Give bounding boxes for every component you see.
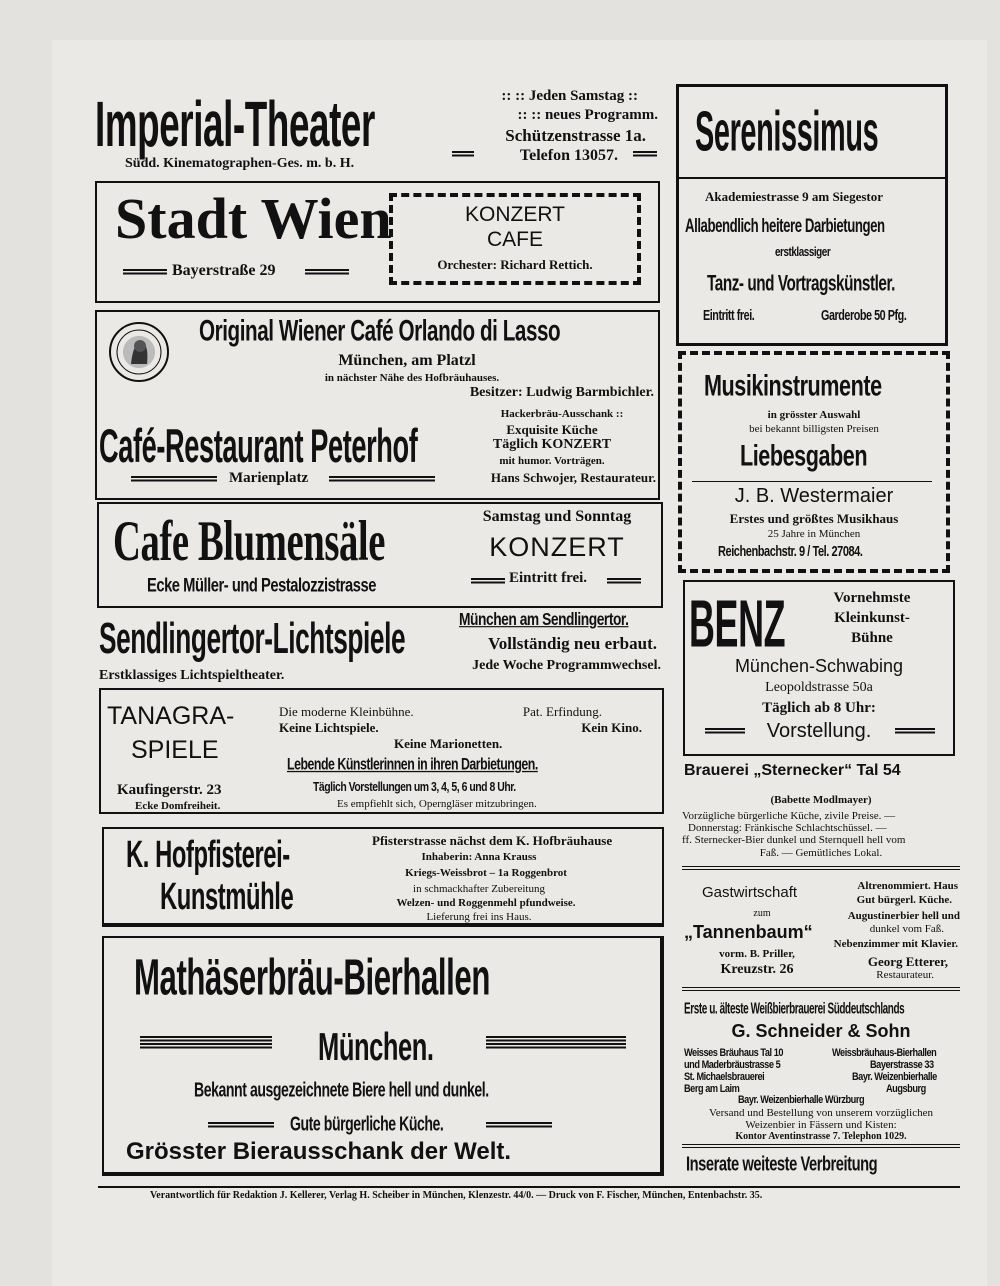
schneider-top: Erste u. älteste Weißbierbrauerei Süddeutschlands [684,999,905,1018]
imperial-line-3: Schützenstrasse 1a. [505,126,646,145]
serenissimus-line-3: erstklassiger [775,245,831,260]
serenissimus-line-5a: Eintritt frei. [703,307,755,324]
hofpfisterei-line-2: Inhaberin: Anna Krauss [421,851,537,863]
benz-title: BENZ [689,585,786,661]
blumensaele-address: Ecke Müller- und Pestalozzistrasse [147,576,376,597]
musik-line-7: Reichenbachstr. 9 / Tel. 27084. [718,542,863,560]
tanagra-line-2: Keine Lichtspiele. [279,720,379,735]
musik-line-2: bei bekannt billigsten Preisen [749,423,879,435]
serenissimus-line-1: Akademiestrasse 9 am Siegestor [705,189,883,204]
benz-right-1: Vornehmste [833,590,911,606]
imperial-bars-right [633,151,657,158]
tannenbaum-r3: Augustinerbier hell und [847,910,960,922]
imperial-title: Imperial-Theater [95,87,375,161]
benz-line-3: Täglich ab 8 Uhr: [762,700,876,716]
peterhof-line-2: Exquisite Küche [506,422,598,437]
benz-line-2: Leopoldstrasse 50a [765,680,873,695]
ad-tannenbaum [682,866,960,981]
ad-inserate [682,1144,960,1176]
benz-line-4: Vorstellung. [766,720,872,742]
sternecker-line-2: Donnerstag: Fränkische Schlachtschüssel. — [688,822,887,834]
schneider-c1: Bayr. Weizenbierhalle Würzburg [738,1094,865,1107]
blumensaele-line-2: KONZERT [489,532,625,562]
hofpfisterei-line-1: Pfisterstrasse nächst dem K. Hofbräuhause [372,833,613,848]
benz-right-2: Kleinkunst- [834,610,910,626]
ad-benz [683,580,955,756]
benz-line-1: München-Schwabing [734,656,904,676]
mathaeser-line-2: Gute bürgerliche Küche. [290,1114,444,1136]
sendlinger-line-1: München am Sendlingertor. [459,610,629,630]
orlando-line-1: München, am Platzl [338,352,476,369]
footer-rule [98,1186,960,1188]
hofpfisterei-line-4: in schmackhafter Zubereitung [413,883,545,895]
serenissimus-line-2: Allabendlich heitere Darbietungen [685,215,885,238]
ad-serenissimus [676,84,948,346]
schneider-a4: Berg am Laim [684,1083,740,1096]
schneider-b1: Weissbräuhaus-Bierhallen [832,1047,937,1060]
mathaeser-bars-left [140,1036,272,1050]
hofpfisterei-line-5: Welzen- und Roggenmehl pfundweise. [396,897,576,909]
serenissimus-line-5b: Garderobe 50 Pfg. [821,307,907,324]
inserate-text: Inserate weiteste Verbreitung [686,1154,878,1176]
ad-musikinstrumente [678,351,950,573]
blumensaele-line-1: Samstag und Sonntag [482,508,632,525]
hofpfisterei-line-6: Lieferung frei ins Haus. [426,911,532,923]
schneider-a3: St. Michaelsbrauerei [684,1071,765,1084]
ad-orlando-di-lasso [95,310,660,404]
musik-line-3: Liebesgaben [740,439,868,473]
ad-peterhof [95,404,660,500]
sternecker-line-3: ff. Sternecker-Bier dunkel und Sternquell hell vom [682,834,906,846]
sendlinger-line-3: Jede Woche Programmwechsel. [472,658,661,673]
tannenbaum-r6: Georg Etterer, [867,954,948,969]
imperial-sub: Südd. Kinematographen-Ges. m. b. H. [125,156,355,171]
tanagra-line-3: Keine Marionetten. [394,736,503,751]
serenissimus-rule [679,177,945,179]
ad-schneider [682,987,960,1142]
ad-imperial-theater [95,86,660,178]
schneider-b3: Bayr. Weizenbierhalle [852,1071,937,1084]
imperial-line-4: Telefon 13057. [519,147,618,164]
peterhof-line-3: Täglich KONZERT [492,437,612,452]
schneider-a2: und Maderbräustrasse 5 [684,1059,781,1072]
tannenbaum-h4: vorm. B. Priller, [719,948,795,960]
schneider-name: G. Schneider & Sohn [731,1021,911,1041]
mathaeser-line-3: Grösster Bierausschank der Welt. [126,1138,512,1165]
musik-line-1: in grösster Auswahl [767,409,861,421]
ad-stadt-wien [95,181,660,303]
tannenbaum-r5: Nebenzimmer mit Klavier. [833,938,958,950]
tanagra-line-5: Täglich Vorstellungen um 3, 4, 5, 6 und 8 Uhr. [313,780,516,795]
hofpfisterei-name-2: Kunstmühle [160,875,294,917]
imperial-bars-left [452,151,474,158]
tannenbaum-h1: Gastwirtschaft [702,884,798,901]
stadt-wien-konzert: KONZERT [465,203,565,226]
blumensaele-bars-right [607,578,641,585]
mathaeser-bars-2l [208,1122,274,1129]
blumensaele-line-3: Eintritt frei. [509,570,588,586]
tannenbaum-r4: dunkel vom Faß. [869,923,944,935]
stadt-wien-bars-left [123,269,167,276]
serenissimus-title: Serenissimus [695,101,879,164]
ad-cafe-blumensaele [97,502,663,608]
musik-line-4: J. B. Westermaier [734,485,894,507]
orlando-title: Original Wiener Café Orlando di Lasso [199,314,561,348]
sternecker-sub: (Babette Modlmayer) [770,794,872,806]
mathaeser-city: München. [318,1026,434,1069]
tanagra-line-4: Lebende Künstlerinnen in ihren Darbietungen. [287,754,538,774]
sternecker-line-1: Vorzügliche bürgerliche Küche, zivile Preise. — [682,810,896,822]
tanagra-name-1: TANAGRA- [107,702,235,730]
stadt-wien-cafe: CAFE [486,228,543,251]
orlando-line-2: in nächster Nähe des Hofbräuhauses. [324,372,500,384]
stadt-wien-konzert-box [389,193,641,285]
sternecker-line-4: Faß. — Gemütliches Lokal. [759,847,883,859]
peterhof-line-4: mit humor. Vorträgen. [499,455,605,467]
sendlinger-line-2: Vollständig neu erbaut. [488,634,657,653]
stadt-wien-address: Bayerstraße 29 [172,262,276,279]
blumensaele-bars-left [471,578,505,585]
stadt-wien-orchester: Orchester: Richard Rettich. [437,257,593,272]
peterhof-title: Café-Restaurant Peterhof [99,420,418,474]
orlando-line-3: Besitzer: Ludwig Barmbichler. [469,385,654,400]
ad-tanagra [99,688,664,814]
tanagra-line-6: Es empfiehlt sich, Operngläser mitzubringen. [337,798,537,810]
tanagra-corner: Ecke Domfreiheit. [135,800,221,812]
tanagra-address: Kaufingerstr. 23 [117,782,222,798]
tannenbaum-r1: Altrenommiert. Haus [857,880,958,892]
schneider-c2: Versand und Bestellung von unserem vorzüglichen [709,1107,933,1119]
imperial-line-1: :: :: Jeden Samstag :: [501,88,638,104]
sendlinger-title: Sendlingertor-Lichtspiele [99,614,406,663]
schneider-b2: Bayerstrasse 33 [870,1059,934,1072]
ad-hofpfisterei [102,827,664,927]
peterhof-line-1: Hackerbräu-Ausschank :: [500,408,624,420]
musik-rule [692,481,932,482]
schneider-c4: Kontor Aventinstrasse 7. Telephon 1029. [735,1131,907,1142]
benz-bars-right [895,728,935,735]
tanagra-line-1: Die moderne Kleinbühne. [279,704,414,719]
musik-line-6: 25 Jahre in München [767,528,861,540]
ad-mathaeser [102,936,664,1176]
blumensaele-title: Cafe Blumensäle [113,509,385,573]
hofpfisterei-line-3: Kriegs-Weissbrot – 1a Roggenbrot [405,867,567,879]
schneider-c3: Weizenbier in Fässern und Kisten: [745,1119,897,1131]
tannenbaum-r2: Gut bürgerl. Küche. [856,894,952,906]
mathaeser-bars-2r [486,1122,552,1129]
benz-right-3: Bühne [851,630,893,646]
peterhof-line-5: Hans Schwojer, Restaurateur. [490,470,656,485]
mathaeser-bars-right [486,1036,626,1050]
tannenbaum-r7: Restaurateur. [876,969,934,981]
ad-sternecker [682,760,960,859]
imperial-line-2: :: :: neues Programm. [517,107,658,123]
stadt-wien-title: Stadt Wien [115,186,392,251]
sendlinger-sub: Erstklassiges Lichtspieltheater. [99,668,285,683]
tanagra-name-2: SPIELE [131,736,219,764]
mathaeser-title: Mathäserbräu-Bierhallen [134,950,490,1007]
orlando-seal-icon [109,322,169,382]
tannenbaum-h2: zum [753,908,771,919]
peterhof-bars-right [329,476,435,483]
ad-sendlingertor [97,608,663,686]
serenissimus-line-4: Tanz- und Vortragskünstler. [707,271,895,296]
footer-text: Verantwortlich für Redaktion J. Kellerer, Verlag H. Scheiber in München, Klenzestr. 44/0. — Druck von F. Fischer, München, Entenbachstr. 35. [150,1190,763,1201]
tanagra-line-2-right: Kein Kino. [581,720,642,735]
tannenbaum-h3: „Tannenbaum“ [684,922,813,942]
mathaeser-line-1: Bekannt ausgezeichnete Biere hell und dunkel. [194,1080,489,1102]
tannenbaum-h5: Kreuzstr. 26 [720,962,794,977]
schneider-b4: Augsburg [886,1083,926,1096]
stadt-wien-bars-right [305,269,349,276]
musik-line-5: Erstes und größtes Musikhaus [729,511,899,526]
tanagra-line-1-right: Pat. Erfindung. [522,704,602,719]
peterhof-bars-left [131,476,217,483]
schneider-a1: Weisses Bräuhaus Tal 10 [684,1047,784,1060]
sternecker-title: Brauerei „Sternecker“ Tal 54 [684,762,901,779]
hofpfisterei-name-1: K. Hofpfisterei- [126,833,290,875]
peterhof-address: Marienplatz [229,470,309,486]
musik-title: Musikinstrumente [704,369,882,403]
